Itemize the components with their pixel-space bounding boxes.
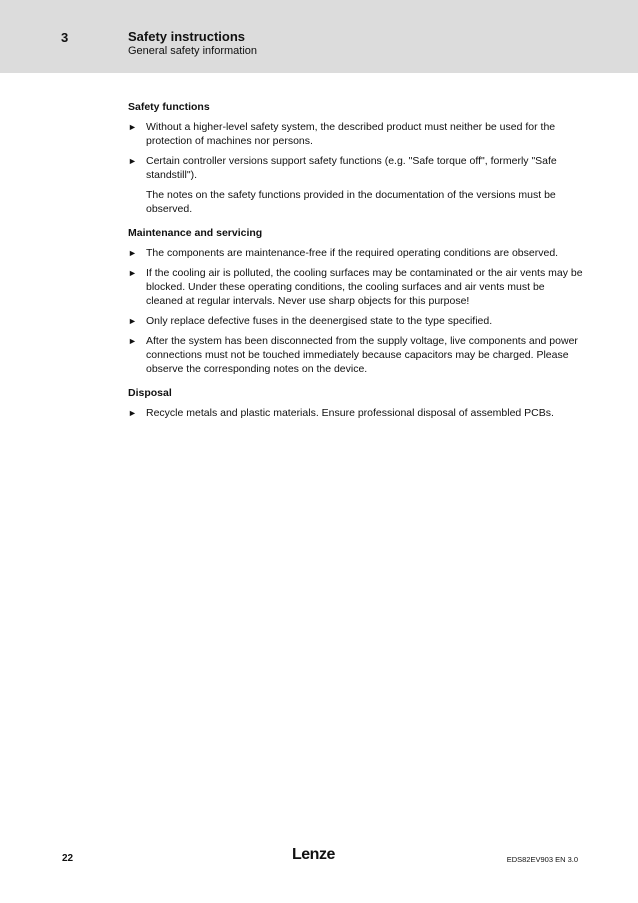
- note-paragraph: The notes on the safety functions provided in the documentation of the versions must be observed.: [146, 189, 556, 215]
- bullet-text: After the system has been disconnected from the supply voltage, live components and power connections must not be touched immediately because capacitors may be charged. Please observe the corresponding notes on the device.: [146, 335, 578, 375]
- bullet-item: [128, 334, 583, 376]
- bullet-text: Recycle metals and plastic materials. Ensure professional disposal of assembled PCBs.: [146, 407, 554, 419]
- chapter-subtitle: General safety information: [128, 45, 258, 57]
- bullet-text: Only replace defective fuses in the deenergised state to the type specified.: [146, 315, 493, 327]
- bullet-arrow-icon: ►: [128, 316, 137, 326]
- bullet-item: [128, 154, 583, 182]
- bullet-arrow-icon: ►: [128, 336, 137, 346]
- chapter-number: 3: [61, 30, 69, 45]
- header-band: [0, 0, 638, 73]
- bullet-text: If the cooling air is polluted, the cooling surfaces may be contaminated or the air vents may be blocked. Under these operating conditions, the cooling surfaces and air vents must be cleaned at regular intervals. Never use sharp objects for this purpose!: [146, 267, 583, 307]
- bullet-item: [128, 406, 583, 420]
- content: [128, 100, 583, 430]
- lenze-logo: Lenze: [292, 846, 335, 863]
- bullet-arrow-icon: ►: [128, 408, 137, 418]
- section-heading: Maintenance and servicing: [128, 227, 263, 239]
- bullet-item: [128, 120, 583, 148]
- bullet-text: The components are maintenance-free if the required operating conditions are observed.: [146, 247, 559, 259]
- bullet-text: Without a higher-level safety system, the described product must neither be used for the protection of machines nor persons.: [146, 121, 556, 147]
- bullet-arrow-icon: ►: [128, 122, 137, 132]
- page-number: 22: [62, 853, 74, 864]
- section-disposal: [128, 386, 583, 420]
- section-maintenance: [128, 226, 583, 376]
- bullet-item: [128, 314, 583, 328]
- document-id: EDS82EV903 EN 3.0: [506, 855, 578, 864]
- bullet-item: [128, 266, 583, 308]
- bullet-arrow-icon: ►: [128, 268, 137, 278]
- section-safety-functions: [128, 100, 583, 216]
- bullet-text: Certain controller versions support safety functions (e.g. "Safe torque off", formerly "Safe standstill").: [146, 155, 557, 181]
- bullet-arrow-icon: ►: [128, 248, 137, 258]
- chapter-title: Safety instructions: [128, 29, 246, 44]
- section-heading: Safety functions: [128, 101, 210, 113]
- bullet-item: [128, 246, 583, 260]
- section-heading: Disposal: [128, 387, 172, 399]
- bullet-arrow-icon: ►: [128, 156, 137, 166]
